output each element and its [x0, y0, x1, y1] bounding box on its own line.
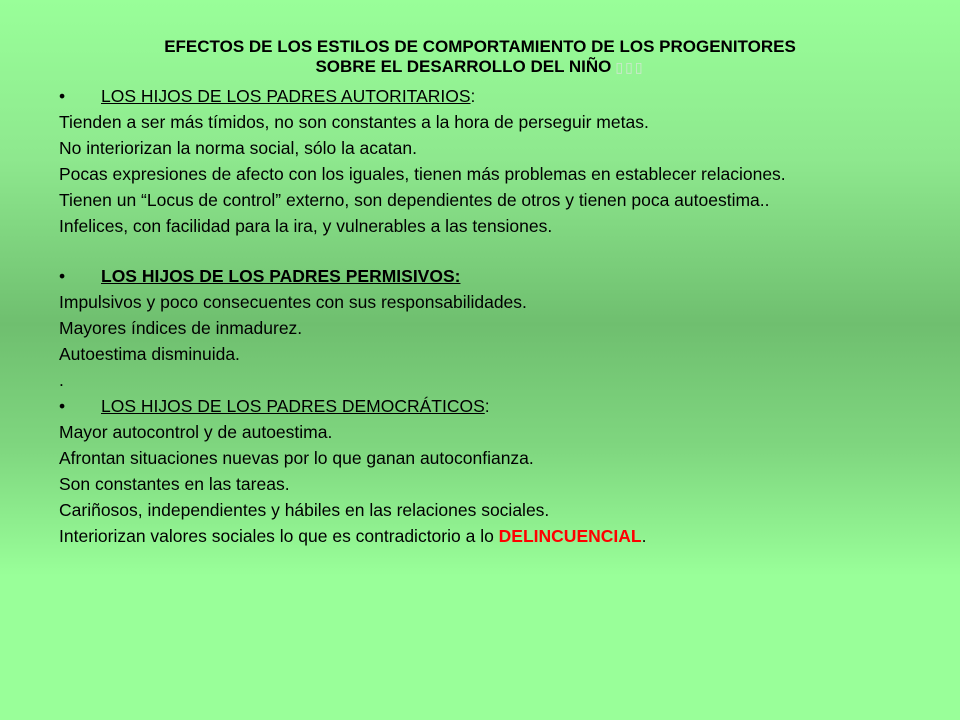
list-item: Pocas expresiones de afecto con los iguales, tienen más problemas en establecer relaciones. — [59, 164, 786, 184]
heading-suffix: : — [484, 396, 490, 416]
list-item: Mayores índices de inmadurez. — [59, 318, 303, 338]
list-item: . — [59, 370, 64, 390]
list-item-suffix: . — [641, 526, 647, 546]
spacer — [59, 238, 919, 262]
list-item-last — [59, 525, 919, 548]
heading-text: LOS HIJOS DE LOS PADRES AUTORITARIOS — [101, 86, 471, 106]
title-line-2-text: SOBRE EL DESARROLLO DEL NIÑO — [315, 57, 612, 76]
slide-title — [60, 37, 900, 77]
list-item: Cariñosos, independientes y hábiles en las relaciones sociales. — [59, 500, 550, 520]
section-heading-permisivos — [59, 265, 919, 288]
list-item: Infelices, con facilidad para la ira, y vulnerables a las tensiones. — [59, 216, 553, 236]
heading-text: LOS HIJOS DE LOS PADRES PERMISIVOS: — [101, 266, 461, 286]
heading-text: LOS HIJOS DE LOS PADRES DEMOCRÁTICOS — [101, 396, 485, 416]
list-item: No interiorizan la norma social, sólo la acatan. — [59, 138, 417, 158]
list-item: Tienden a ser más tímidos, no son constantes a la hora de perseguir metas. — [59, 112, 649, 132]
list-item-text: Interiorizan valores sociales lo que es contradictorio a lo — [59, 526, 499, 546]
section-heading-democraticos — [59, 395, 919, 418]
missing-glyph-boxes: ▯▯▯ — [615, 59, 645, 75]
title-line-2 — [60, 57, 900, 77]
list-item: Autoestima disminuida. — [59, 344, 240, 364]
list-item: Mayor autocontrol y de autoestima. — [59, 422, 333, 442]
list-item: Impulsivos y poco consecuentes con sus responsabilidades. — [59, 292, 527, 312]
highlight-delincuencial: DELINCUENCIAL — [498, 526, 642, 546]
title-line-1: EFECTOS DE LOS ESTILOS DE COMPORTAMIENTO DE LOS PROGENITORES — [164, 37, 796, 56]
bullet: • — [59, 86, 66, 106]
list-item: Afrontan situaciones nuevas por lo que ganan autoconfianza. — [59, 448, 534, 468]
list-item: Tienen un “Locus de control” externo, son dependientes de otros y tienen poca autoestima.. — [59, 190, 770, 210]
heading-suffix: : — [470, 86, 476, 106]
bullet: • — [59, 396, 66, 416]
bullet: • — [59, 266, 66, 286]
section-heading-autoritarios — [59, 85, 919, 108]
slide-content — [59, 82, 919, 548]
list-item: Son constantes en las tareas. — [59, 474, 290, 494]
